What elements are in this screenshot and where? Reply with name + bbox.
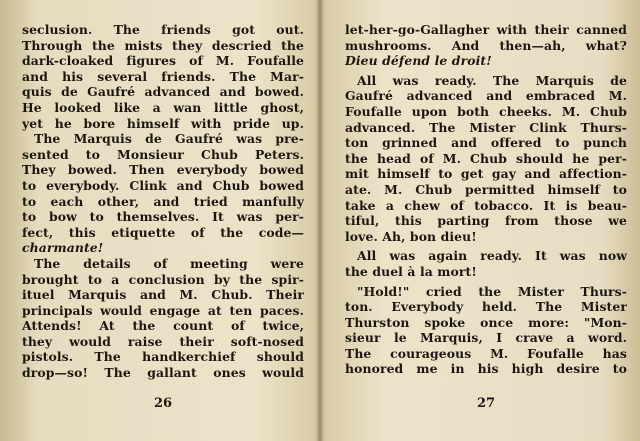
text-line: Gaufré advanced and embraced M. [345,88,627,104]
text-line: sented to Monsieur Chub Peters. [22,146,304,162]
text-line: love. Ah, bon dieu! [345,228,477,244]
page-number: 27 [476,396,496,411]
text-line: All was again ready. It was now [357,248,627,264]
text-line: they would raise their soft-nosed [22,333,304,349]
text-line: He looked like a wan little ghost, [22,99,304,115]
text-line: ton. Everybody held. The Mister [345,299,627,315]
right-page [345,22,627,377]
text-line: honored me in his high desire to [345,361,627,377]
text-line: tiful, this parting from those we [345,213,627,229]
text-line: Through the mists they descried the [22,37,304,53]
text-line: quis de Gaufré advanced and bowed. [22,84,304,100]
text-line: the head of M. Chub should he per- [345,150,627,166]
text-line: principals would engage at ten paces. [22,302,304,318]
text-line: fect, this etiquette of the code— [22,224,304,240]
text-line: yet he bore himself with pride up. [22,115,304,131]
text-line: ate. M. Chub permitted himself to [345,181,627,197]
text-line: and his several friends. The Mar- [22,68,304,84]
text-line: seclusion. The friends got out. [22,22,304,37]
book-gutter [318,0,322,441]
text-line: the duel à la mort! [345,263,477,279]
text-line: drop—so! The gallant ones would [22,365,304,381]
text-line: ituel Marquis and M. Chub. Their [22,287,304,303]
text-line: Attends! At the count of twice, [22,318,304,334]
text-line: to bow to themselves. It was per- [22,209,304,225]
text-line: let-her-go-Gallagher with their canned [345,22,627,37]
text-line: mushrooms. And then—ah, what? [345,37,627,53]
left-page [22,22,304,381]
text-line: advanced. The Mister Clink Thurs- [345,119,627,135]
text-line: pistols. The handkerchief should [22,349,304,365]
text-line: to everybody. Clink and Chub bowed [22,177,304,193]
text-line: The courageous M. Foufalle has [345,345,627,361]
text-line: to each other, and tried manfully [22,193,304,209]
text-line: dark-cloaked figures of M. Foufalle [22,53,304,69]
text-line: The details of meeting were [34,255,304,271]
text-line: "Hold!" cried the Mister Thurs- [357,283,627,299]
page-number: 26 [153,396,173,411]
text-line: Thurston spoke once more: "Mon- [345,314,627,330]
text-line: charmante! [22,240,104,256]
text-line: Foufalle upon both cheeks. M. Chub [345,103,627,119]
text-line: The Marquis de Gaufré was pre- [34,131,304,147]
text-line: brought to a conclusion by the spir- [22,271,304,287]
text-line: sieur le Marquis, I crave a word. [345,330,627,346]
text-line: They bowed. Then everybody bowed [22,162,304,178]
text-line: All was ready. The Marquis de [357,72,627,88]
text-line: mit himself to get gay and affection- [345,166,627,182]
text-line: take a chew of tobacco. It is beau- [345,197,627,213]
text-line: ton grinned and offered to punch [345,135,627,151]
text-line: Dieu défend le droit! [345,53,492,69]
